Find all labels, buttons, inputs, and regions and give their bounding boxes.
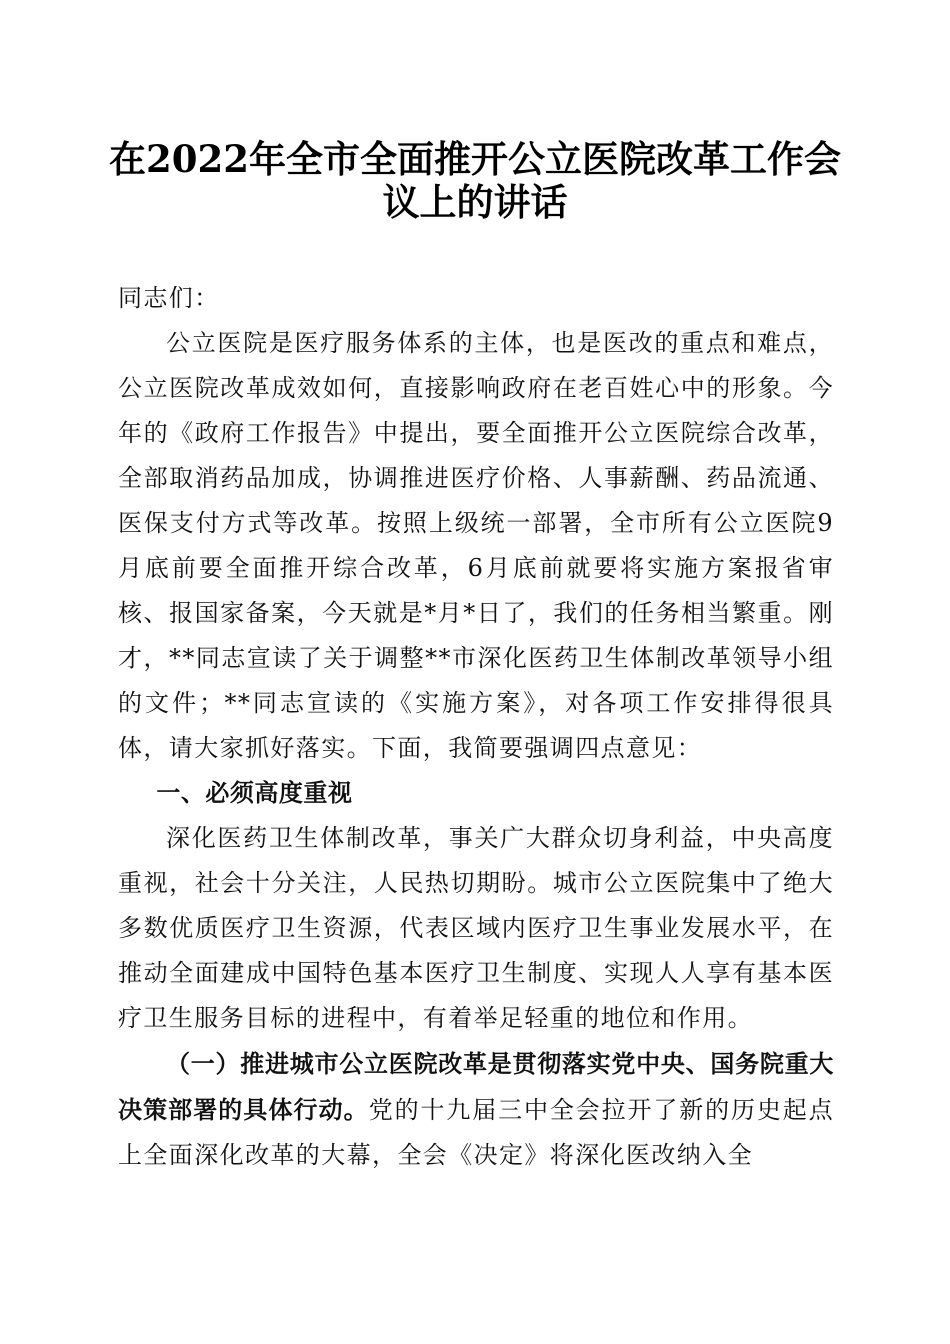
paragraph-2: 深化医药卫生体制改革，事关广大群众切身利益，中央高度重视，社会十分关注，人民热切期盼。城市公立医院集中了绝大多数优质医疗卫生资源，代表区域内医疗卫生事业发展水平，在推动全面建成中国特色基本医疗卫生制度、实现人人享有基本医疗卫生服务目标的进程中，有着举足轻重的地位和作用。 [118, 824, 834, 1032]
paragraph-1: 公立医院是医疗服务体系的主体，也是医改的重点和难点，公立医院改革成效如何，直接影响政府在老百姓心中的形象。今年的《政府工作报告》中提出，要全面推开公立医院综合改革，全部取消药品加成，协调推进医疗价格、人事薪酬、药品流通、医保支付方式等改革。按照上级统一部署，全市所有公立医院9月底前要全面推开综合改革，6月底前就要将实施方案报省审核、报国家备案，今天就是*月*日了，我们的任务相当繁重。刚才，**同志宣读了关于调整**市深化医药卫生体制改革领导小组的文件；**同志宣读的《实施方案》，对各项工作安排得很具体，请大家抓好落实。下面，我简要强调四点意见： [118, 329, 834, 762]
salutation: 同志们： [118, 284, 220, 312]
paragraph-3-text: 党的十九届三中全会拉开了新的历史起点上全面深化改革的大幕，全会《决定》将深化医改纳入全 [118, 1096, 835, 1169]
subheading-1: （一）推进城市公立医院改革是贯彻落实党中央、国务院重大决策部署的具体行动。 [118, 1049, 834, 1124]
section-heading-1: 一、必须高度重视 [156, 779, 353, 807]
title-line-2: 议上的讲话 [382, 180, 568, 224]
paragraph-3 [118, 1041, 834, 1178]
document-body [118, 276, 834, 1178]
document-title [100, 138, 850, 224]
title-line-1: 在2022年全市全面推开公立医院改革工作会 [109, 137, 841, 181]
